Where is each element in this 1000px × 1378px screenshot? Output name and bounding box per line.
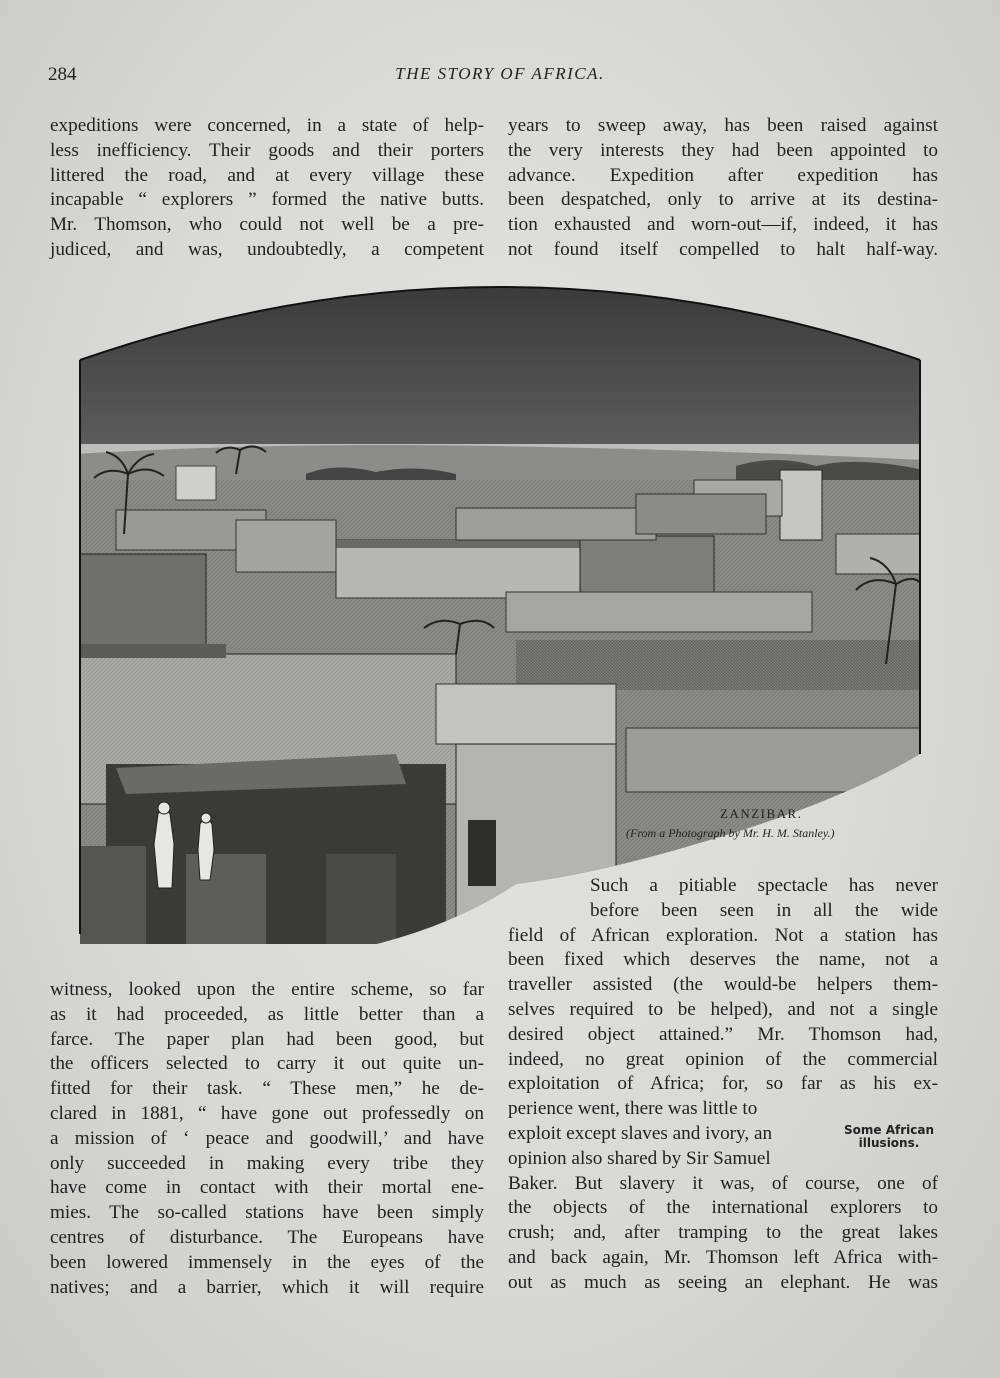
text-line: witness, looked upon the entire scheme, so far	[50, 979, 484, 1000]
text-line: centres of disturbance. The Europeans have	[50, 1226, 484, 1248]
page-number: 284	[48, 64, 77, 85]
sidenote-line: Some African	[844, 1123, 934, 1137]
text-line: traveller assisted (the would-be helpers them-	[508, 974, 938, 996]
text-line: fitted for their task. “ These men,” he de-	[50, 1078, 484, 1100]
text-line: been despatched, only to arrive at its destina-	[508, 189, 938, 211]
text-line: before been seen in all the wide	[590, 899, 938, 921]
text-line: clared in 1881, “ have gone out professedly on	[50, 1102, 484, 1124]
text-line: expeditions were concerned, in a state of help-	[50, 115, 484, 136]
text-line: been fixed which deserves the name, not a	[508, 949, 938, 971]
column-right-top	[508, 114, 938, 263]
text-line: selves required to be helped), and not a single	[508, 998, 938, 1020]
text-line: exploitation of Africa; for, so far as his ex-	[508, 1073, 938, 1095]
text-line: Mr. Thomson, who could not well be a pre-	[50, 214, 484, 236]
text-line: desired object attained.” Mr. Thomson had,	[508, 1023, 938, 1045]
text-line: the officers selected to carry it out quite un-	[50, 1053, 484, 1075]
text-line: judiced, and was, undoubtedly, a competent	[50, 238, 484, 260]
text-line: perience went, there was little to	[508, 1098, 758, 1120]
text-line: natives; and a barrier, which it will require	[50, 1276, 484, 1298]
text-line: a mission of ‘ peace and goodwill,’ and have	[50, 1127, 484, 1149]
sidenote-line: illusions.	[858, 1136, 920, 1150]
text-line: have come in contact with their mortal ene-	[50, 1177, 484, 1199]
text-line: farce. The paper plan had been good, but	[50, 1028, 484, 1050]
text-line: out as much as seeing an elephant. He was	[508, 1271, 938, 1293]
text-line: field of African exploration. Not a station has	[508, 924, 938, 946]
text-line: incapable “ explorers ” formed the native butts.	[50, 189, 484, 211]
text-line: exploit except slaves and ivory, an	[508, 1122, 773, 1144]
text-line: crush; and, after tramping to the great lakes	[508, 1222, 938, 1244]
text-line: indeed, no great opinion of the commercial	[508, 1048, 938, 1070]
text-line: less inefficiency. Their goods and their porters	[50, 139, 484, 161]
column-left-bottom	[50, 978, 484, 1300]
text-line: mies. The so-called stations have been simply	[50, 1202, 484, 1224]
text-line: littered the road, and at every village these	[50, 164, 484, 186]
text-line: years to sweep away, has been raised against	[508, 115, 938, 136]
text-line: the objects of the international explorers to	[508, 1197, 938, 1219]
zanzibar-engraving	[76, 284, 924, 956]
text-line: and back again, Mr. Thomson left Africa with-	[508, 1246, 938, 1268]
text-line: been lowered immensely in the eyes of the	[50, 1251, 484, 1273]
text-line: Baker. But slavery it was, of course, one of	[508, 1172, 938, 1194]
text-line: opinion also shared by Sir Samuel	[508, 1147, 771, 1169]
text-line: tion exhausted and worn-out—if, indeed, it has	[508, 214, 938, 236]
column-left-top	[50, 114, 484, 263]
figure-caption-title: ZANZIBAR.	[720, 806, 803, 821]
figure-caption-credit: (From a Photograph by Mr. H. M. Stanley.)	[626, 826, 835, 840]
text-line: not found itself compelled to halt half-way.	[508, 238, 938, 260]
column-right-bottom	[508, 874, 938, 1296]
text-line: advance. Expedition after expedition has	[508, 164, 938, 186]
text-line: the very interests they had been appointed to	[508, 139, 938, 161]
text-line: only succeeded in making every tribe they	[50, 1152, 484, 1174]
margin-sidenote	[844, 1124, 934, 1150]
text-line: as it had proceeded, as little better than a	[50, 1003, 484, 1025]
text-line: Such a pitiable spectacle has never	[590, 875, 938, 896]
running-title: THE STORY OF AFRICA.	[395, 64, 605, 83]
